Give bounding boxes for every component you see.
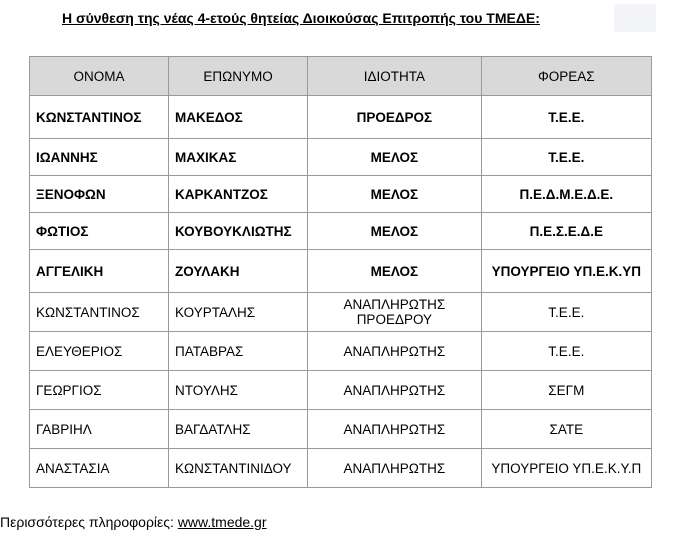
header-organization: ΦΟΡΕΑΣ <box>481 57 651 96</box>
table-row <box>30 250 652 293</box>
table-row <box>30 139 652 176</box>
cell-role: ΜΕΛΟΣ <box>308 176 482 213</box>
cell-organization: Τ.Ε.Ε. <box>481 332 651 371</box>
cell-name: ΑΓΓΕΛΙΚΗ <box>30 250 169 293</box>
header-role: ΙΔΙΟΤΗΤΑ <box>308 57 482 96</box>
cell-organization: Τ.Ε.Ε. <box>481 139 651 176</box>
cell-name: ΚΩΝΣΤΑΝΤΙΝΟΣ <box>30 96 169 139</box>
cell-surname: ΒΑΓΔΑΤΛΗΣ <box>169 410 308 449</box>
cell-organization: ΥΠΟΥΡΓΕΙΟ ΥΠ.Ε.Κ.ΥΠ <box>481 250 651 293</box>
table-row <box>30 96 652 139</box>
cell-organization: Τ.Ε.Ε. <box>481 96 651 139</box>
cell-organization: ΥΠΟΥΡΓΕΙΟ ΥΠ.Ε.Κ.Υ.Π <box>481 449 651 488</box>
cell-role: ΑΝΑΠΛΗΡΩΤΗΣ <box>308 332 482 371</box>
cell-surname: ΖΟΥΛΑΚΗ <box>169 250 308 293</box>
cell-role: ΑΝΑΠΛΗΡΩΤΗΣ <box>308 371 482 410</box>
table-row <box>30 410 652 449</box>
cell-surname: ΚΩΝΣΤΑΝΤΙΝΙΔΟΥ <box>169 449 308 488</box>
table-row <box>30 293 652 332</box>
cell-surname: ΜΑΧΙΚΑΣ <box>169 139 308 176</box>
cell-organization: ΣΕΓΜ <box>481 371 651 410</box>
cell-role-line-2: ΠΡΟΕΔΡΟΥ <box>356 312 433 327</box>
cell-organization: Τ.Ε.Ε. <box>481 293 651 332</box>
cell-name: ΓΑΒΡΙΗΛ <box>30 410 169 449</box>
table-header-row <box>30 57 652 96</box>
cell-name: ΓΕΩΡΓΙΟΣ <box>30 371 169 410</box>
page-title: Η σύνθεση της νέας 4-ετούς θητείας Διοικούσας Επιτροπής του ΤΜΕΔΕ: <box>62 10 540 26</box>
committee-table <box>29 56 652 488</box>
table-row <box>30 176 652 213</box>
cell-name: ΑΝΑΣΤΑΣΙΑ <box>30 449 169 488</box>
cell-organization: ΣΑΤΕ <box>481 410 651 449</box>
cell-role-line-1: ΑΝΑΠΛΗΡΩΤΗΣ <box>343 297 446 312</box>
cell-surname: ΚΟΥΒΟΥΚΛΙΩΤΗΣ <box>169 213 308 250</box>
cell-role: ΑΝΑΠΛΗΡΩΤΗΣ <box>308 410 482 449</box>
cell-role: ΑΝΑΠΛΗΡΩΤΗΣ <box>308 449 482 488</box>
table-row <box>30 213 652 250</box>
cell-name: ΚΩΝΣΤΑΝΤΙΝΟΣ <box>30 293 169 332</box>
cell-surname: ΝΤΟΥΛΗΣ <box>169 371 308 410</box>
cell-surname: ΜΑΚΕΔΟΣ <box>169 96 308 139</box>
header-name: ΟΝΟΜΑ <box>30 57 169 96</box>
footer-info <box>0 514 267 530</box>
cell-name: ΦΩΤΙΟΣ <box>30 213 169 250</box>
table-row <box>30 449 652 488</box>
cell-surname: ΚΟΥΡΤΑΛΗΣ <box>169 293 308 332</box>
footer-label: Περισσότερες πληροφορίες: <box>0 514 178 530</box>
table-row <box>30 371 652 410</box>
corner-placeholder-mark <box>614 4 656 32</box>
cell-role: ΠΡΟΕΔΡΟΣ <box>308 96 482 139</box>
table-row <box>30 332 652 371</box>
cell-role: ΜΕΛΟΣ <box>308 250 482 293</box>
cell-name: ΙΩΑΝΝΗΣ <box>30 139 169 176</box>
cell-role: ΜΕΛΟΣ <box>308 139 482 176</box>
cell-role: ΜΕΛΟΣ <box>308 213 482 250</box>
cell-name: ΕΛΕΥΘΕΡΙΟΣ <box>30 332 169 371</box>
header-surname: ΕΠΩΝΥΜΟ <box>169 57 308 96</box>
cell-surname: ΠΑΤΑΒΡΑΣ <box>169 332 308 371</box>
cell-role <box>308 293 482 332</box>
cell-organization: Π.Ε.Δ.Μ.Ε.Δ.Ε. <box>481 176 651 213</box>
cell-surname: ΚΑΡΚΑΝΤΖΟΣ <box>169 176 308 213</box>
cell-organization: Π.Ε.Σ.Ε.Δ.Ε <box>481 213 651 250</box>
website-link[interactable]: www.tmede.gr <box>177 514 267 530</box>
cell-name: ΞΕΝΟΦΩΝ <box>30 176 169 213</box>
